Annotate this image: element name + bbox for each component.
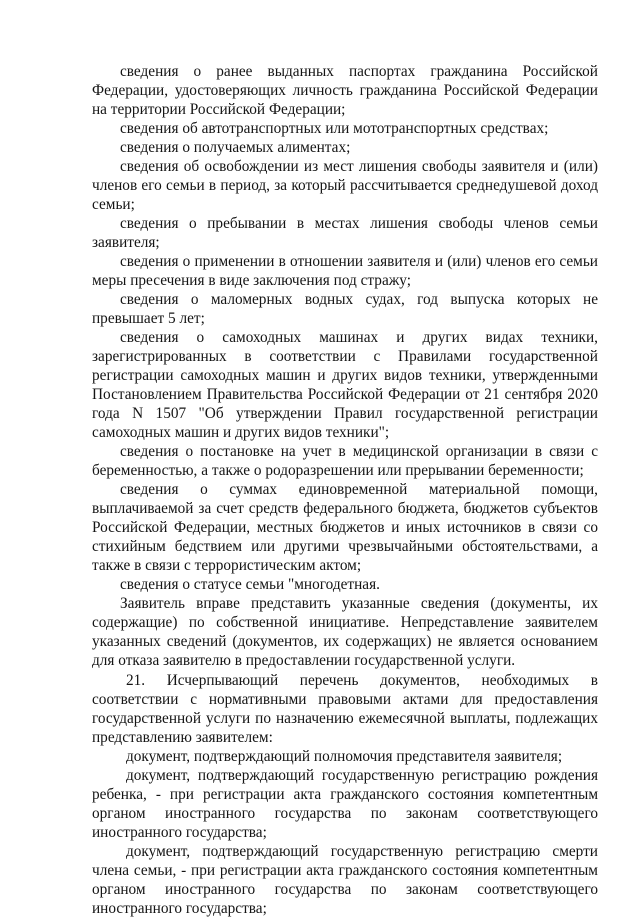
- paragraph-alimony: сведения о получаемых алиментах;: [120, 139, 351, 156]
- paragraph-pregnancy: сведения о постановке на учет в медицинской организации в связи с беременностью, а также о родоразрешении или прерывании беременности;: [92, 443, 598, 479]
- paragraph-vehicles: сведения об автотранспортных или мототранспортных средствах;: [120, 120, 549, 137]
- paragraph-passports: сведения о ранее выданных паспортах гражданина Российской Федерации, удостоверяющих личность гражданина Российской Федерации на территории Российской Федерации;: [92, 63, 598, 118]
- document-page: [92, 62, 598, 918]
- paragraph-death-registration: документ, подтверждающий государственную регистрацию смерти члена семьи, - при регистрации акта гражданского состояния компетентным органом иностранного государства по законам соответствующего иностранного государства;: [92, 843, 598, 917]
- paragraph-imprisonment: сведения о пребывании в местах лишения свободы членов семьи заявителя;: [92, 215, 598, 251]
- paragraph-small-vessels: сведения о маломерных водных судах, год выпуска которых не превышает 5 лет;: [92, 291, 598, 327]
- paragraph-one-time-aid: сведения о суммах единовременной материальной помощи, выплачиваемой за счет средств федерального бюджета, бюджетов субъектов Российской Федерации, местных бюджетов и иных источников в связи со стихийным бедствием или другими чрезвычайными обстоятельствами, а также в связи с террористическим актом;: [92, 481, 598, 574]
- paragraph-section-21: 21. Исчерпывающий перечень документов, необходимых в соответствии с нормативными правовыми актами для предоставления государственной услуги по назначению ежемесячной выплаты, подлежащих представлению заявителем:: [92, 672, 598, 746]
- paragraph-birth-registration: документ, подтверждающий государственную регистрацию рождения ребенка, - при регистрации акта гражданского состояния компетентным органом иностранного государства по законам соответствующего иностранного государства;: [92, 767, 598, 841]
- paragraph-representative-authority: документ, подтверждающий полномочия представителя заявителя;: [126, 748, 563, 765]
- paragraph-family-status: сведения о статусе семьи "многодетная.: [120, 576, 380, 593]
- paragraph-custody: сведения о применении в отношении заявителя и (или) членов его семьи меры пресечения в виде заключения под стражу;: [92, 253, 598, 289]
- paragraph-own-initiative: Заявитель вправе представить указанные сведения (документы, их содержащие) по собственной инициативе. Непредставление заявителем указанных сведений (документов, их содержащих) не является основанием для отказа заявителю в предоставлении государственной услуги.: [92, 595, 598, 669]
- paragraph-release-from-prison: сведения об освобождении из мест лишения свободы заявителя и (или) членов его семьи в период, за который рассчитывается среднедушевой доход семьи;: [92, 158, 598, 213]
- paragraph-self-propelled-machines: сведения о самоходных машинах и других видах техники, зарегистрированных в соответствии с Правилами государственной регистрации самоходных машин и других видов техники, утвержденными Постановлением Правительства Российской Федерации от 21 сентября 2020 года N 1507 "Об утверждении Правил государственной регистрации самоходных машин и других видов техники";: [92, 329, 598, 441]
